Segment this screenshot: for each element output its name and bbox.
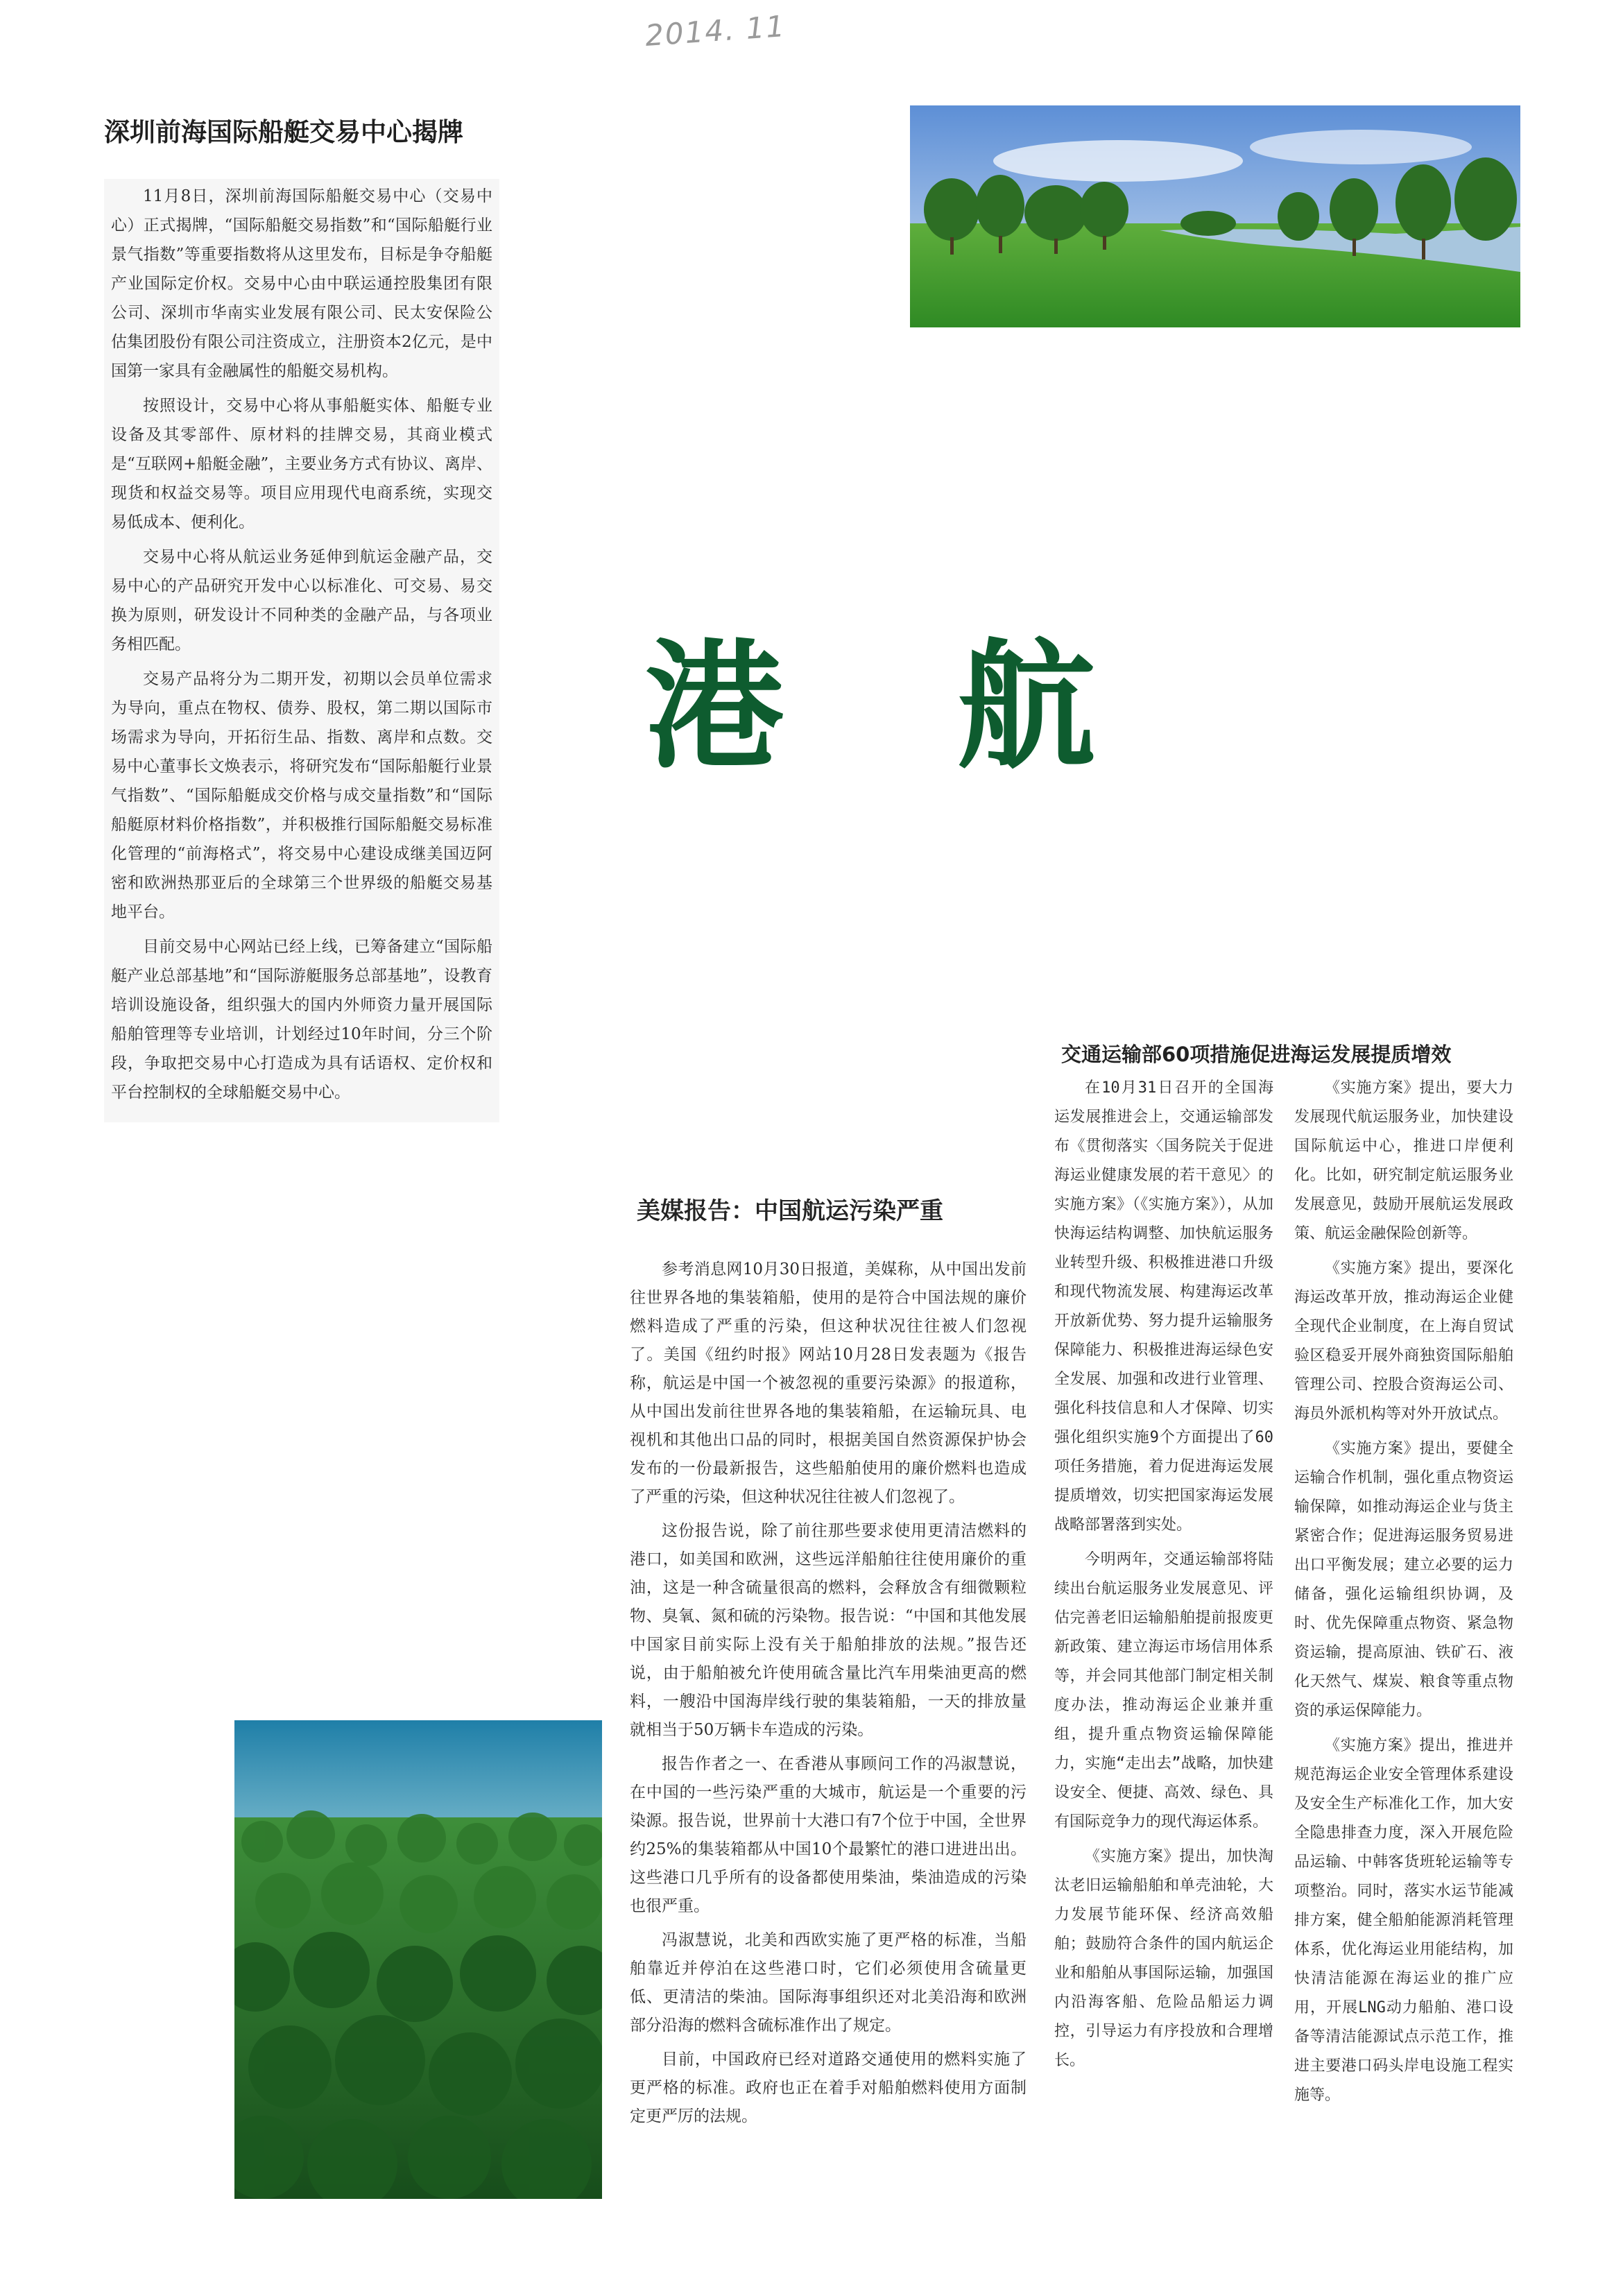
article2-paragraph: 《实施方案》提出，推进并规范海运企业安全管理体系建设及安全生产标准化工作，加大安全隐患排查力度，深入开展危险品运输、中韩客货班轮运输等专项整治。同时，落实水运节能减排方案，健全船舶能源消耗管理体系，优化海运业用能结构，加快清洁能源在海运业的推广应用，开展LNG动力船舶、港口设备等清洁能源试点示范工作，推进主要港口码头岸电设施工程实施等。 [1294,1737,1513,2104]
article3-paragraph: 报告作者之一、在香港从事顾问工作的冯淑慧说，在中国的一些污染严重的大城市，航运是一个重要的污染源。报告说，世界前十大港口有7个位于中国，全世界约25%的集装箱都从中国10个最繁忙的港口进进出出。这些港口几乎所有的设备都使用柴油，柴油造成的污染也很严重。 [630,1755,1027,1915]
article1-paragraph: 目前交易中心网站已经上线，已筹备建立“国际船艇产业总部基地”和“国际游艇服务总部基地”，设教育培训设施设备，组织强大的国内外师资力量开展国际船舶管理等专业培训，计划经过10年时间，分三个阶段，争取把交易中心打造成为具有话语权、定价权和平台控制权的全球船艇交易中心。 [111,938,492,1102]
article3-body [630,1256,1027,2206]
article2-paragraph: 在10月31日召开的全国海运发展推进会上，交通运输部发布《贯彻落实〈国务院关于促进海运业健康发展的若干意见〉的实施方案》（《实施方案》），从加快海运结构调整、加快航运服务业转型升级、积极推进港口升级和现代物流发展、构建海运改革开放新优势、努力提升运输服务保障能力、积极推进海运绿色安全发展、加强和改进行业管理、强化科技信息和人才保障、切实强化组织实施9个方面提出了60项任务措施，着力促进海运发展提质增效，切实把国家海运发展战略部署落到实处。 [1054,1079,1273,1534]
article2-paragraph: 今明两年，交通运输部将陆续出台航运服务业发展意见、评估完善老旧运输船舶提前报废更新政策、建立海运市场信用体系等，并会同其他部门制定相关制度办法，推动海运企业兼并重组，提升重点物资运输保障能力，实施“走出去”战略，加快建设安全、便捷、高效、绿色、具有国际竞争力的现代海运体系。 [1054,1551,1273,1831]
article3-title: 美媒报告：中国航运污染严重 [637,1197,943,1225]
lake-park-image [910,105,1520,327]
lake-park-photo [910,105,1520,327]
coastal-forest-photo [234,1720,602,2199]
article3-paragraph: 目前，中国政府已经对道路交通使用的燃料实施了更严格的标准。政府也正在着手对船舶燃料使用方面制定更严厉的法规。 [630,2050,1027,2125]
handwritten-date-note: 2014. 11 [644,8,787,53]
article1-paragraph: 交易产品将分为二期开发，初期以会员单位需求为导向，重点在物权、债券、股权，第二期以国际市场需求为导向，开拓衍生品、指数、离岸和点数。交易中心董事长文焕表示，将研究发布“国际船艇行业景气指数”、“国际船艇成交价格与成交量指数”和“国际船艇原材料价格指数”，并积极推行国际船艇交易标准化管理的“前海格式”，将交易中心建设成继美国迈阿密和欧洲热那亚后的全球第三个世界级的船艇交易基地平台。 [111,670,492,921]
article2-paragraph: 《实施方案》提出，要大力发展现代航运服务业，加快建设国际航运中心，推进口岸便利化。比如，研究制定航运服务业发展意见，鼓励开展航运发展政策、航运金融保险创新等。 [1294,1079,1513,1242]
article1-title: 深圳前海国际船艇交易中心揭牌 [104,117,463,147]
coastal-forest-image [234,1720,602,2199]
article3-paragraph: 冯淑慧说，北美和西欧实施了更严格的标准，当船舶靠近并停泊在这些港口时，它们必须使用含硫量更低、更清洁的柴油。国际海事组织还对北美沿海和欧洲部分沿海的燃料含硫标准作出了规定。 [630,1931,1027,2034]
article2-paragraph: 《实施方案》提出，加快淘汰老旧运输船舶和单壳油轮，大力发展节能环保、经济高效船舶；鼓励符合条件的国内航运企业和船舶从事国际运输，加强国内沿海客船、危险品船运力调控，引导运力有序投放和合理增长。 [1054,1848,1273,2069]
article1-paragraph: 交易中心将从航运业务延伸到航运金融产品，交易中心的产品研究开发中心以标准化、可交易、易交换为原则，研发设计不同种类的金融产品，与各项业务相匹配。 [111,548,492,653]
article3-paragraph: 参考消息网10月30日报道，美媒称，从中国出发前往世界各地的集装箱船，使用的是符合中国法规的廉价燃料造成了严重的污染，但这种状况往往被人们忽视了。美国《纽约时报》网站10月28日发表题为《报告称，航运是中国一个被忽视的重要污染源》的报道称，从中国出发前往世界各地的集装箱船，在运输玩具、电视机和其他出口品的同时，根据美国自然资源保护协会发布的一份最新报告，这些船舶使用的廉价燃料也造成了严重的污染，但这种状况往往被人们忽视了。 [630,1260,1027,1506]
article1-paragraph: 11月8日，深圳前海国际船艇交易中心（交易中心）正式揭牌，“国际船艇交易指数”和“国际船艇行业景气指数”等重要指数将从这里发布，目标是争夺船艇产业国际定价权。交易中心由中联运通控股集团有限公司、深圳市华南实业发展有限公司、民太安保险公估集团股份有限公司注资成立，注册资本2亿元，是中国第一家具有金融属性的船艇交易机构。 [111,187,492,380]
article2-paragraph: 《实施方案》提出，要健全运输合作机制，强化重点物资运输保障，如推动海运企业与货主紧密合作；促进海运服务贸易进出口平衡发展；建立必要的运力储备，强化运输组织协调，及时、优先保障重点物资、紧急物资运输，提高原油、铁矿石、液化天然气、煤炭、粮食等重点物资的承运保障能力。 [1294,1440,1513,1720]
section-title: 港 航 [645,626,1158,788]
article2-column-right [1294,1074,1513,2198]
article2-title: 交通运输部60项措施促进海运发展提质增效 [1061,1043,1452,1066]
article2-column-left [1054,1074,1273,2198]
article2-paragraph: 《实施方案》提出，要深化海运改革开放，推动海运企业健全现代企业制度，在上海自贸试验区稳妥开展外商独资国际船舶管理公司、控股合资海运公司、海员外派机构等对外开放试点。 [1294,1260,1513,1423]
article1-paragraph: 按照设计，交易中心将从事船艇实体、船艇专业设备及其零部件、原材料的挂牌交易，其商业模式是“互联网+船艇金融”，主要业务方式有协议、离岸、现货和权益交易等。项目应用现代电商系统，实现交易低成本、便利化。 [111,397,492,531]
article1-body [104,179,499,1122]
article3-paragraph: 这份报告说，除了前往那些要求使用更清洁燃料的港口，如美国和欧洲，这些远洋船舶往往使用廉价的重油，这是一种含硫量很高的燃料，会释放含有细微颗粒物、臭氧、氮和硫的污染物。报告说：“中国和其他发展中国家目前实际上没有关于船舶排放的法规。”报告还说，由于船舶被允许使用硫含量比汽车用柴油更高的燃料，一艘沿中国海岸线行驶的集装箱船，一天的排放量就相当于50万辆卡车造成的污染。 [630,1522,1027,1739]
